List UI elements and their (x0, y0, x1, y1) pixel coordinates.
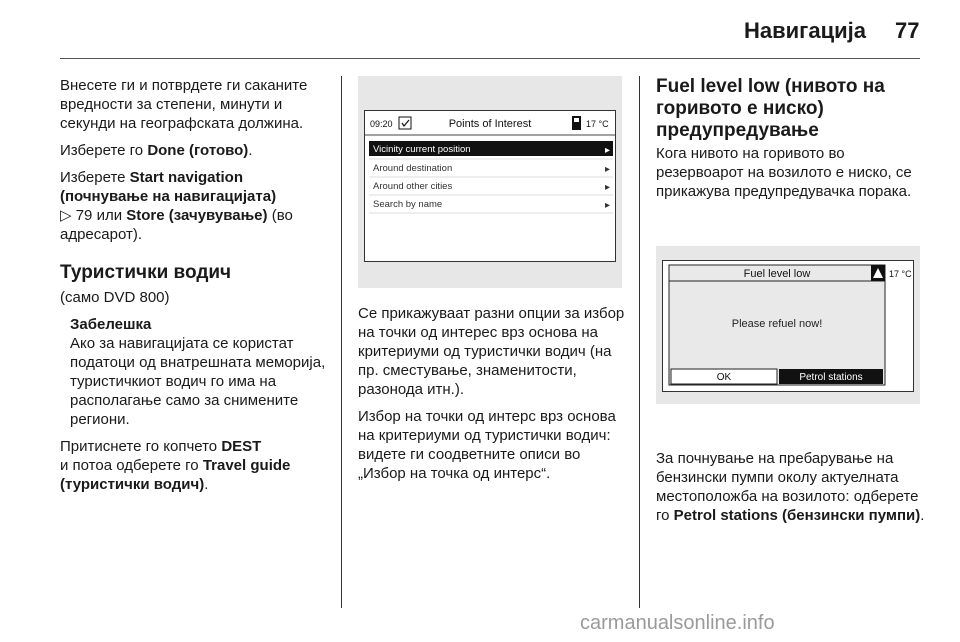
popup-title: Fuel level low (743, 268, 811, 280)
header-rule (60, 58, 920, 59)
screenshot-fuel-level-low (656, 246, 920, 404)
paragraph-search-petrol (656, 449, 928, 525)
text: (во адресарот). (60, 207, 293, 243)
column-3-bottom (656, 449, 928, 533)
section-heading-fuel-level-low: Fuel level low (нивото на горивото е ниско) предупредување (656, 76, 885, 141)
done-label: Done (готово) (147, 142, 249, 159)
column-1 (60, 76, 332, 502)
text: Изберете го (60, 142, 148, 159)
store-label: Store (зачувување) (126, 207, 268, 224)
ok-button-label: OK (716, 372, 732, 383)
chevron-right-icon: ▸ (605, 200, 611, 211)
popup-message: Please refuel now! (731, 318, 823, 330)
paragraph-options: Се прикажуваат разни опции за избор на точки од интерес врз основа на критериуми од туристички водич (на пр. сместување, знаменитости, разонода итн.). (358, 305, 625, 398)
text: . (248, 142, 253, 159)
display-graphics (365, 111, 615, 261)
text: За почнување на пребарување на бензински пумпи околу актуелната местоположба на возилото: одберете го (656, 450, 919, 524)
section-subtitle: (само DVD 800) (60, 289, 170, 306)
petrol-stations-label: Petrol stations (799, 372, 863, 383)
text: и потоа одберете го (60, 457, 203, 474)
page-header-title: Навигација (744, 18, 866, 43)
phone-icon (572, 116, 581, 130)
text: . (204, 476, 209, 493)
column-3 (656, 76, 924, 209)
chevron-right-icon: ▸ (605, 164, 611, 175)
note-title: Забелешка (70, 316, 152, 333)
text: Изберете (60, 169, 130, 186)
dest-label: DEST (221, 438, 262, 455)
screen-title: Points of Interest (448, 118, 532, 130)
reference-arrow-icon: ▷ (60, 207, 72, 224)
paragraph-done (60, 141, 332, 160)
temperature: 17 °C (889, 269, 912, 279)
chevron-right-icon: ▸ (605, 145, 611, 156)
travel-guide-label: Travel guide (туристички водич) (60, 457, 291, 493)
menu-item-search-by-name[interactable]: Search by name (373, 199, 443, 210)
display-screen (662, 260, 914, 392)
column-2 (358, 304, 630, 491)
menu-item-around-destination[interactable]: Around destination (373, 163, 453, 174)
paragraph-selection: Избор на точки од интерс врз основа на критериуми од туристички водич: видете ги соодветните описи во „Избор на точка од интерс“. (358, 408, 616, 482)
text: . (920, 507, 925, 524)
display-screen (364, 110, 616, 262)
chevron-right-icon: ▸ (605, 182, 611, 193)
page-reference: 79 или (71, 207, 127, 224)
paragraph-start-navigation (60, 168, 332, 244)
watermark: carmanualsonline.info (580, 612, 775, 634)
paragraph-longitude: Внесете ги и потврдете ги саканите вредности за степени, минути и секунди на географската должина. (60, 77, 308, 132)
text: Притиснете го копчето (60, 438, 222, 455)
column-divider-2 (639, 76, 640, 608)
start-navigation-label: Start navigation (почнување на навигацијата) (60, 169, 277, 205)
menu-item-around-other-cities[interactable]: Around other cities (373, 181, 453, 192)
page-number: 77 (895, 18, 920, 43)
temperature: 17 °C (586, 119, 609, 129)
menu-item-vicinity[interactable]: Vicinity current position (373, 144, 471, 155)
screenshot-points-of-interest (358, 76, 622, 288)
note-block (70, 315, 332, 429)
section-heading-travel-guide: Туристички водич (60, 262, 232, 283)
petrol-stations-text: Petrol stations (бензински пумпи) (673, 507, 921, 524)
settings-icon (399, 117, 411, 129)
note-text: Ако за навигацијата се користат податоци од внатрешната меморија, туристичкиот водич го има на располагање само за снимените региони. (70, 335, 326, 428)
warning-icon (871, 265, 885, 281)
paragraph-fuel-warning: Кога нивото на горивото во резервоарот на возилото е ниско, се прикажува предупредувачка порака. (656, 145, 912, 200)
column-divider-1 (341, 76, 342, 608)
clock: 09:20 (370, 119, 393, 129)
paragraph-dest (60, 437, 332, 494)
display-graphics (663, 261, 913, 391)
